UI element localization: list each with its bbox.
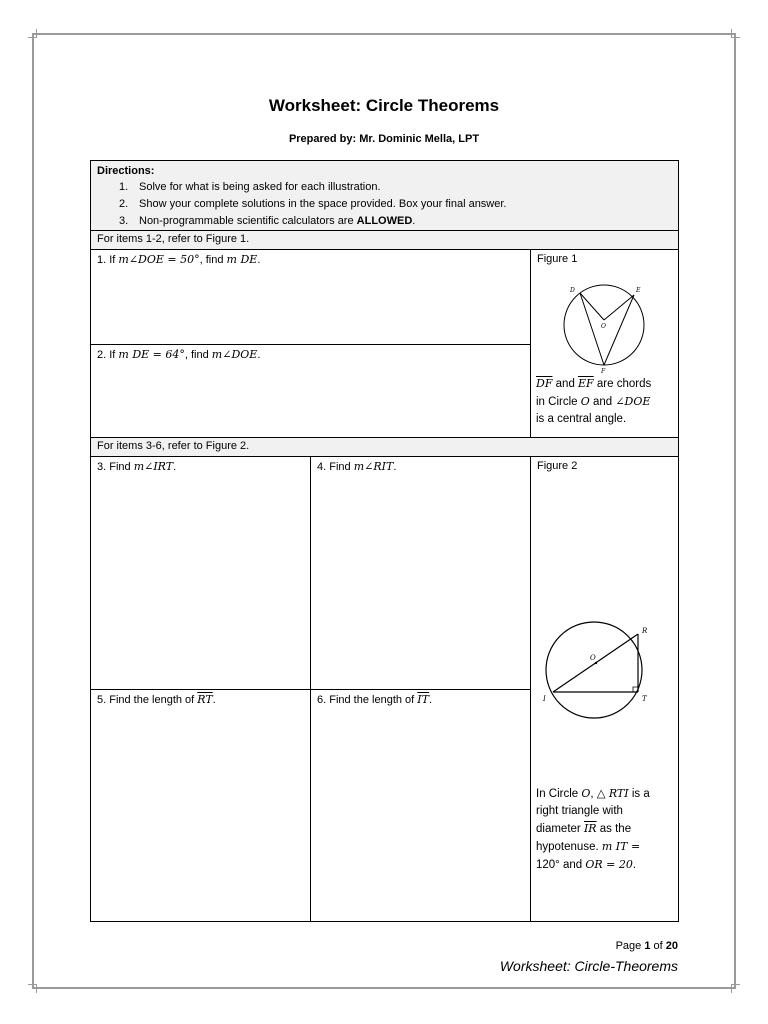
figure-1-diagram [556,280,656,375]
question-3: 3. Find m∠IRT. [90,456,311,690]
page-number: Page 1 of 20 [615,940,678,952]
question-2: 2. If m DE = 64°, find m∠DOE. [90,344,531,438]
point-label-r: R [642,627,648,635]
section2-header: For items 3-6, refer to Figure 2. [90,437,679,457]
circle-o [546,622,642,718]
radius-od [580,293,604,320]
section1-header: For items 1-2, refer to Figure 1. [90,230,679,250]
crop-mark-bottom-right [731,984,740,993]
point-label-f: F [601,368,606,375]
direction-item: 3. Non-programmable scientific calculators are ALLOWED. [119,215,416,227]
figure-1-caption: $\overline{DF}$ and $\overline{EF}$ are chords in Circle O and ∠DOE is a central angle. [536,377,652,425]
question-5: 5. Find the length of $\overline{RT}$. [90,689,311,922]
figure-2-caption: In Circle O, △ RTI is a right triangle with diameter $\overline{IR}$ as the hypotenuse. m IT = 120° and OR = 20. [536,787,650,871]
center-point [595,662,597,664]
crop-mark-top-left [28,29,37,38]
direction-item: 1. Solve for what is being asked for each illustration. [119,181,381,193]
figure-2-label: Figure 2 [537,460,578,472]
question-4: 4. Find m∠RIT. [310,456,531,690]
figure-1-label: Figure 1 [537,253,578,265]
question-6: 6. Find the length of $\overline{IT}$. [310,689,531,922]
document-title: Worksheet: Circle Theorems [268,96,500,115]
prepared-by: Prepared by: Mr. Dominic Mella, LPT [288,133,480,145]
crop-mark-top-right [731,29,740,38]
figure-2-diagram [538,615,663,725]
radius-oe [604,295,634,320]
direction-item: 2. Show your complete solutions in the space provided. Box your final answer. [119,198,507,210]
chord-ef [604,295,634,365]
footer-doc-title: Worksheet: Circle-Theorems [499,958,678,974]
directions-list [97,179,672,230]
point-label-d: D [570,287,575,294]
point-label-o: O [590,654,596,662]
crop-mark-bottom-left [28,984,37,993]
point-label-o: O [601,323,606,330]
directions-heading: Directions: [97,165,155,177]
question-1: 1. If m∠DOE = 50°, find m DE. [90,249,531,345]
directions-box [90,160,679,231]
point-label-t: T [642,695,647,703]
point-label-e: E [636,287,641,294]
point-label-i: I [543,695,546,703]
